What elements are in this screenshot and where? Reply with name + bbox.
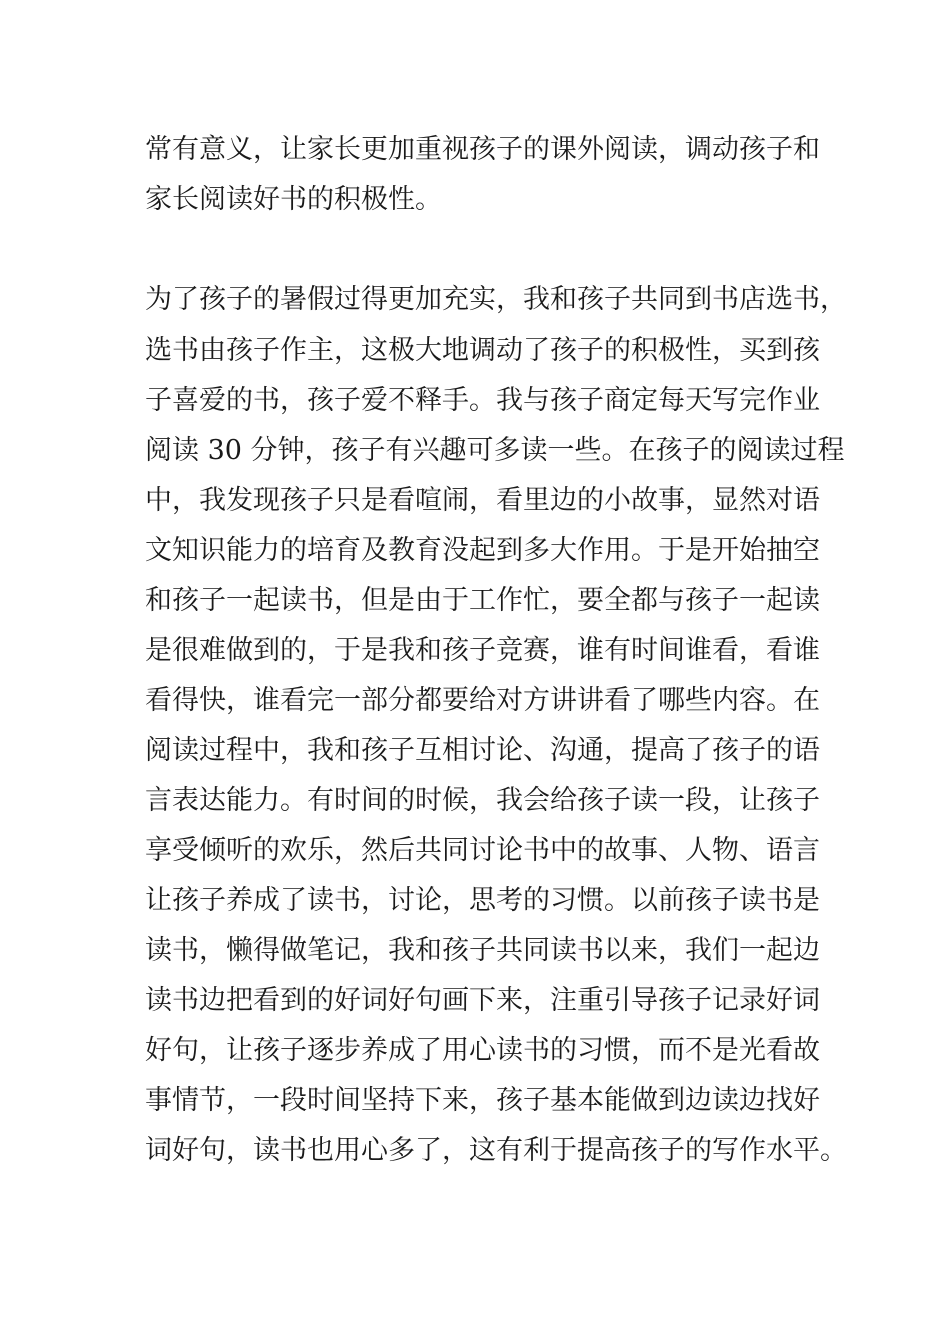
paragraph-2-line-17: 事情节，一段时间坚持下来，孩子基本能做到边读边找好 — [145, 1085, 820, 1116]
paragraph-2-line-16: 好句，让孩子逐步养成了用心读书的习惯，而不是光看故 — [145, 1035, 820, 1066]
paragraph-2-line-6: 文知识能力的培育及教育没起到多大作用。于是开始抽空 — [145, 535, 820, 566]
paragraph-1-line-2: 家长阅读好书的积极性。 — [145, 184, 442, 215]
paragraph-2-line-14: 读书，懒得做笔记，我和孩子共同读书以来，我们一起边 — [145, 935, 820, 966]
paragraph-2-line-2: 选书由孩子作主，这极大地调动了孩子的积极性，买到孩 — [145, 335, 820, 366]
paragraph-2-line-9: 看得快，谁看完一部分都要给对方讲讲看了哪些内容。在 — [145, 685, 820, 716]
paragraph-2-line-7: 和孩子一起读书，但是由于工作忙，要全都与孩子一起读 — [145, 585, 820, 616]
paragraph-2-line-5: 中，我发现孩子只是看喧闹，看里边的小故事，显然对语 — [145, 485, 820, 516]
paragraph-2-line-15: 读书边把看到的好词好句画下来，注重引导孩子记录好词 — [145, 985, 820, 1016]
paragraph-2-line-11: 言表达能力。有时间的时候，我会给孩子读一段，让孩子 — [145, 785, 820, 816]
paragraph-2-line-18: 词好句，读书也用心多了，这有利于提高孩子的写作水平。 — [145, 1135, 847, 1166]
paragraph-2-line-12: 享受倾听的欢乐，然后共同讨论书中的故事、人物、语言 — [145, 835, 820, 866]
paragraph-2-line-3: 子喜爱的书，孩子爱不释手。我与孩子商定每天写完作业 — [145, 385, 820, 416]
paragraph-2-line-8: 是很难做到的，于是我和孩子竞赛，谁有时间谁看，看谁 — [145, 635, 820, 666]
paragraph-2-line-4: 阅读 30 分钟，孩子有兴趣可多读一些。在孩子的阅读过程 — [145, 435, 845, 466]
paragraph-2-line-10: 阅读过程中，我和孩子互相讨论、沟通，提高了孩子的语 — [145, 735, 820, 766]
paragraph-2-line-1: 为了孩子的暑假过得更加充实，我和孩子共同到书店选书， — [145, 284, 847, 315]
paragraph-2-line-13: 让孩子养成了读书，讨论，思考的习惯。以前孩子读书是 — [145, 885, 820, 916]
paragraph-1-line-1: 常有意义，让家长更加重视孩子的课外阅读，调动孩子和 — [145, 134, 820, 165]
